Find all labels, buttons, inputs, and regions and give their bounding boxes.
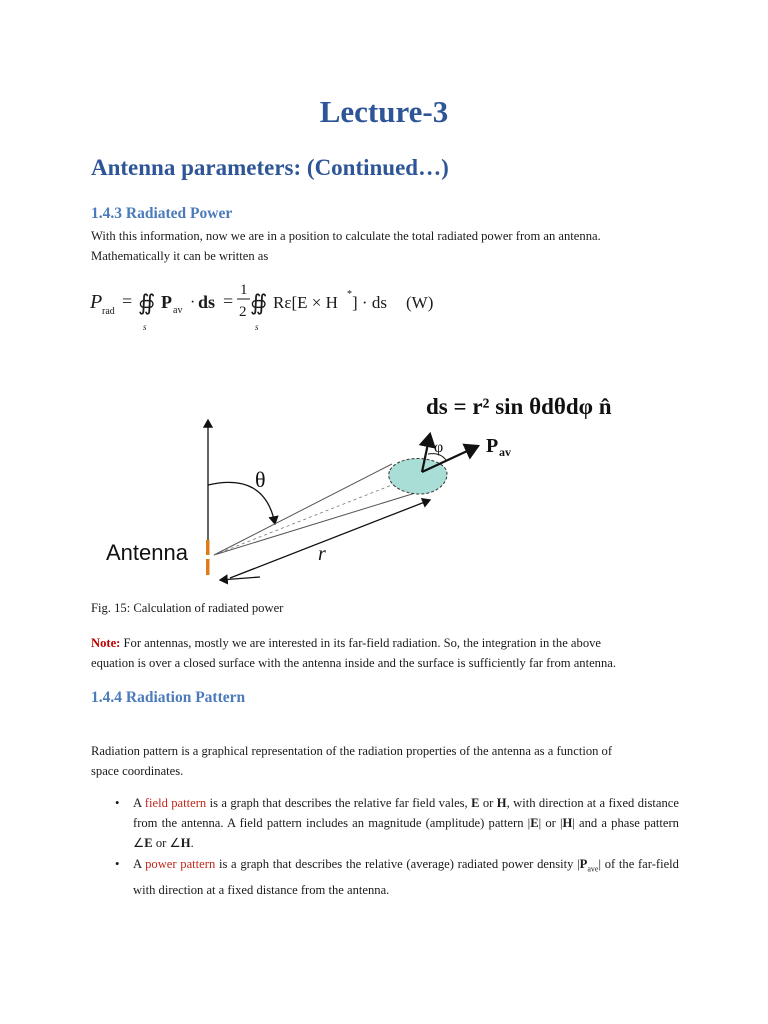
eq-close: ] · ds <box>352 293 387 312</box>
bullet-icon: • <box>115 796 120 810</box>
eq-half-den: 2 <box>239 304 247 320</box>
eq-ds: ds <box>198 292 216 312</box>
antenna-label: Antenna <box>106 540 188 565</box>
r-arrow <box>230 500 430 578</box>
paragraph-line: With this information, now we are in a position to calculate the total radiated power from an antenna. <box>91 229 601 243</box>
eq-equals-2: = <box>223 291 234 311</box>
eq-surface-sub-1: s <box>143 322 147 332</box>
pattern-bullet-list <box>91 793 679 901</box>
section-heading: Antenna parameters: (Continued…) <box>91 155 449 180</box>
eq-pav-sub: av <box>173 305 183 316</box>
eq-half-num: 1 <box>240 282 248 298</box>
eq-lhs-sub: rad <box>102 306 115 317</box>
eq-re: Rε[E × H <box>273 293 338 312</box>
eq-pav: P <box>161 292 172 312</box>
note-paragraph <box>91 633 679 673</box>
theta-label: θ <box>255 467 266 492</box>
paragraph-line: Mathematically it can be written as <box>91 249 269 263</box>
paragraph-radiated-power <box>91 226 679 266</box>
term-power-pattern: power pattern <box>145 857 216 871</box>
subsection-heading-radiated-power: 1.4.3 Radiated Power <box>91 205 233 222</box>
eq-integral-2: ∯ <box>250 290 268 315</box>
list-item: • A power pattern is a graph that describes the relative (average) radiated power density $|P_{ave}|$ of the far-field with direction at a fixed distance from the antenna. <box>91 854 679 900</box>
paragraph-line: space coordinates. <box>91 764 184 778</box>
r-label: r <box>318 543 326 565</box>
radiated-power-figure <box>100 382 660 587</box>
bullet-icon: • <box>115 857 120 871</box>
paragraph-radiation-pattern <box>91 741 679 781</box>
term-field-pattern: field pattern <box>144 796 207 810</box>
note-line: equation is over a closed surface with the antenna inside and the surface is sufficiently far from antenna. <box>91 656 617 670</box>
eq-equals: = <box>122 291 133 311</box>
pav-arrow <box>422 446 478 472</box>
eq-surface-sub-2: s <box>255 322 259 332</box>
paragraph-line: Radiation pattern is a graphical representation of the radiation properties of the antenna as a function of <box>91 744 613 758</box>
eq-star: * <box>347 289 352 300</box>
eq-unit: (W) <box>406 293 434 312</box>
figure-caption: Fig. 15: Calculation of radiated power <box>91 601 284 615</box>
eq-dot: · <box>190 294 196 311</box>
subsection-heading-radiation-pattern: 1.4.4 Radiation Pattern <box>91 689 246 706</box>
radiated-power-equation <box>90 278 450 338</box>
eq-lhs: P <box>90 291 103 313</box>
pav-label-sub: av <box>499 445 511 459</box>
antenna-element-top <box>206 540 210 555</box>
pav-label: P <box>486 435 499 457</box>
note-label: Note: <box>91 636 121 650</box>
list-item: • A field pattern is a graph that describes the relative far field vales, E or H, with direction at a fixed distance from the antenna. A field pattern includes an magnitude (amplitude) pattern |E| or |H| and a phase pattern ∠E or ∠H. <box>91 793 679 853</box>
ds-formula: ds = r² sin θdθdφ n̂ <box>426 394 612 419</box>
page-title: Lecture-3 <box>319 94 449 129</box>
eq-integral-1: ∯ <box>138 290 156 315</box>
note-line: For antennas, mostly we are interested in its far-field radiation. So, the integration in the above <box>120 636 601 650</box>
antenna-element-bottom <box>206 559 210 575</box>
phi-label: φ <box>434 439 444 456</box>
